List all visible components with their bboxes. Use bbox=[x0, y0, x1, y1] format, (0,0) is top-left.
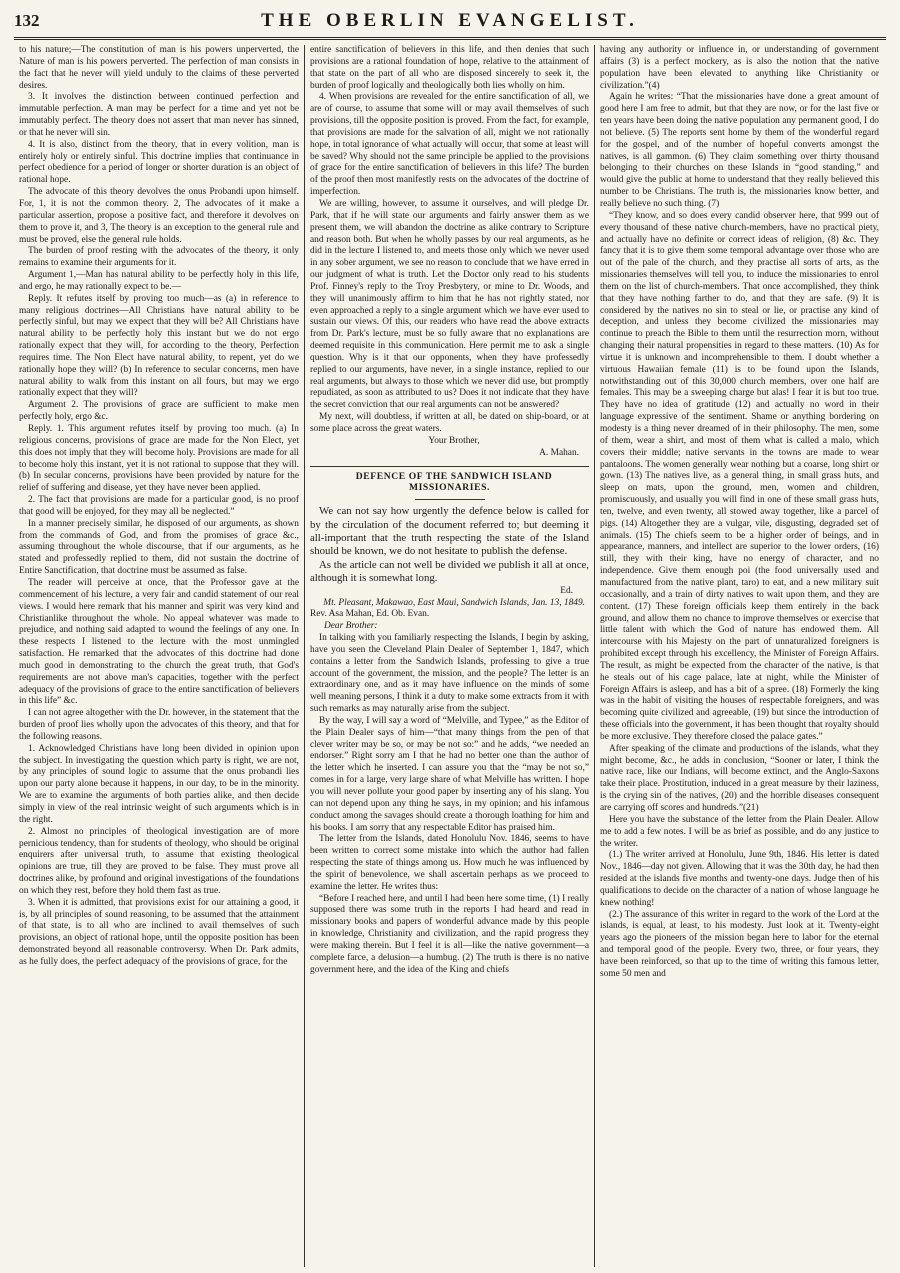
paragraph: (2.) The assurance of this writer in regard to the work of the Lord at the islands, is equal, at least, to his modesty. Just look at it. Twenty-eight years ago the pioneers of the mission began here to labor for the eternal and temporal good of the people. Every two, three, or four years, they have been reinforced, so that up to the time of writing this famous letter, some 50 men and bbox=[600, 909, 879, 979]
paragraph: The burden of proof resting with the advocates of the theory, it only remains to examine their arguments for it. bbox=[19, 246, 299, 269]
editor-signature: Ed. bbox=[560, 585, 573, 596]
letter-signature: A. Mahan. bbox=[539, 447, 579, 458]
paragraph: (1.) The writer arrived at Honolulu, June 9th, 1846. His letter is dated Nov., 1846—day not given. Allowing that it was the 30th day, he had then resided at the islands five months and twenty-one days. Judge then of his qualifications to decide on the character of a nation of whose language he knew nothing! bbox=[600, 850, 879, 908]
paragraph: 4. It is also, distinct from the theory, that in every volition, man is entirely holy or entirely sinful. This doctrine implies that continuance in perfect obedience for a period of longer or shorter duration is an object of rational hope. bbox=[19, 139, 299, 186]
paragraph: Here you have the substance of the letter from the Plain Dealer. Allow me to add a few notes. I will be as brief as possible, and do any justice to the writer. bbox=[600, 814, 879, 849]
letter-closing: Your Brother, bbox=[428, 435, 480, 446]
paragraph: Argument 1,—Man has natural ability to be perfectly holy in this life, and ergo, he may rationally expect to be.— bbox=[19, 270, 299, 292]
paragraph: 3. It involves the distinction between continued perfection and immutable perfection. A man may be perfect for a time and yet not be immutably perfect. The theory does not assert that man never has sinned, or that he never will sin. bbox=[19, 92, 299, 138]
masthead bbox=[14, 10, 886, 40]
page-number: 132 bbox=[14, 11, 40, 30]
heading-rule bbox=[415, 499, 485, 500]
paragraph: By the way, I will say a word of “Melville, and Typee,” as the Editor of the Plain Dealer says of him—“that many things from the pen of that clever writer may be so, or may be not so:” and he adds, “we needed an endorser.” Right sorry am I that he had no better one than the author of the letter which he inserted. I can assure you that the “may be not so,” comes in for a large, very large share of what Melville has written. I hope you will never pollute your good paper by inserting any of his slang. You can not depend upon any thing he says, in my opinion; and his infamous conduct among the savages should create a thorough loathing for him and his books. I am sorry that any respectable Editor has praised him. bbox=[310, 715, 589, 833]
paragraph: entire sanctification of believers in this life, and then denies that such provisions are a rational foundation of hope, relative to the attainment of that state on the part of all who are disposed sincerely to seek it, the burden of proof logically and theologically both lies wholly on him. bbox=[310, 45, 589, 91]
editor-intro: We can not say how urgently the defence below is called for by the circulation of the document referred to; but deeming it all-important that the truth respecting the state of the Island should be known, we do not hesitate to publish the defense. bbox=[310, 505, 589, 558]
paragraph: Reply. It refutes itself by proving too much—as (a) in reference to many religious doctrines—All Christians have natural ability to be perfectly sinful, but may we expect that they will be? All Christians have natural ability to be perfectly holy this instant but we do not ergo rationally expect that they will, for according to the theory, Perfection requires time. The Non Elect have natural ability, to repent, yet do we rationally hope they will? (b) In reference to secular concerns, men have natural ability to walk from this instant on all fours, but may we ergo rationally expect that they will? bbox=[19, 293, 299, 399]
paragraph: Again he writes: “That the missionaries have done a great amount of good here I am free to admit, but that they are now, or for the last five or ten years have been doing the native population any permanent good, I do not believe. (5) The reports sent home by them of the wonderful regard for the gospel, and of the number of hopeful converts amongst the natives, is all gammon. (6) They claim something over thirty thousand belonging to their churches on these Islands in “good standing,” and would give the public at home to understand that they really believed this number to be Christians. The truth is, the missionaries know better, and really believe no such thing. (7) bbox=[600, 92, 879, 209]
paragraph: “Before I reached here, and until I had been here some time, (1) I really supposed there was some truth in the reports I had heard and read in missionary books and papers of wonderful advance made by this people in knowledge, Christianity and civilization, and the rapid progress they were making therein. But I feel it is all—like the native government—a complete farce, a delusion—a humbug. (2) The truth is there is no native government here, and the idea of the King and chiefs bbox=[310, 893, 589, 975]
paragraph: Argument 2. The provisions of grace are sufficient to make men perfectly holy, ergo &c. bbox=[19, 400, 299, 423]
paragraph: My next, will doubtless, if written at all, be dated on ship-board, or at some place across the great waters. bbox=[310, 412, 589, 434]
paragraph: We are willing, however, to assume it ourselves, and will pledge Dr. Park, that if he will state our arguments and fairly answer them as we present them, we will abandon the doctrine as alike contrary to Scripture and reason both. But when he wholly passes by our real arguments, as he did in the lecture I listened to, and meets those only which we never used in any sober argument, we see no reason to conclude that we have erred in our judgment of what is truth. Let the Doctor only read to his students Prof. Finney's reply to the Troy Presbytery, or mine to Dr. Woods, and they will unanimously affirm to him that he has not rightly stated, nor even approached a reply to a single argument which we have ever used to sustain our views. Of this, our readers who have read the above extracts from Dr. Park's lecture, must be so fully aware that no explanations are deemed requisite in this communication. Here permit me to ask a single question. Why is it that our opponents, when they have professedly replied to our arguments, have never, in a single instance, replied to our real arguments, but always to those which we never did use, but promptly repudiated, as soon as attributed to us? Does it not indicate that they have the secret conviction that our real arguments can not be answered? bbox=[310, 198, 589, 411]
column-3 bbox=[594, 45, 884, 1267]
article-columns bbox=[14, 45, 886, 1267]
paragraph: having any authority or influence in, or understanding of government affairs (3) is a perfect mockery, as is also the notion that the native population have been elevated to anything like Christianity or civilization.”(4) bbox=[600, 45, 879, 91]
letter-recipient: Rev. Asa Mahan, Ed. Ob. Evan. bbox=[310, 609, 430, 620]
paragraph: The letter from the Islands, dated Honolulu Nov. 1846, seems to have been written to correct some mistake into which the author had fallen respecting the state of things among us. How much he was influenced by the spirit of benevolence, we shall ascertain perhaps as we proceed to examine the letter. He writes thus: bbox=[310, 834, 589, 892]
newspaper-title: THE OBERLIN EVANGELIST. bbox=[261, 10, 639, 31]
paragraph: “They know, and so does every candid observer here, that 999 out of every thousand of these native church-members, have no practical piety, and actually have no definite or correct ideas of religion, (8) &c. They fancy that it is to give them some temporal advantage over those who are out of the pale of the church, and they practise all sorts of arts, as the missionaries themselves will tell you, to induce the missionaries to enrol them on the list of church-members. That once accomplished, they think that they have nothing farther to do, and that they are safe. (9) It is considered by the natives no sin to steal or lie, or practise any kind of deception, and unless they become civilized the missionaries may continue to preach the Bible to them until the resurrection morn, without changing their natural propensities in regard to these matters. (10) As for virtue it is unknown and incomprehensible to them. I doubt whether a virtuous Hawaiian female (11) is to be found upon the Islands, notwithstanding out of this 30,000 church members, over one half are females. This may be a sweeping charge but alas! I fear it is but too true. They have no idea of gratitude (12) and actually no word in their language expressive of the sentiment. Shame or anything bordering on modesty is a thing never dreamed of in their philosophy. The men, some of them, wear a shirt, and most of them what is called a malo, which covers their middle; native servants in the towns are made to wear pantaloons. The women generally wear nothing but a coarse, long shirt or gown. (13) The natives live, as a general thing, in small grass huts, and sleep on mats, upon the ground, men, women and children, promiscuously, and usually you will find in one of these small grass huts, ten, twelve, and even twenty, all stowed away together, like a parcel of pigs. (14) Altogether they are a vulgar, vile, disgusting, degraded set of animals. (15) The chiefs seem to be a higher order of beings, and in appearance, manners, and intellect are superior to the lower orders, (16) still, they with their king, have no energy of character, and no independence. Give them enough poi (the food universally used and manufactured from the native plant, taro) to eat, and a new military suit occasionally, and a train of dirty natives to wait upon them, and they are content. (17) These foreign officials keep them entirely in the back ground, and allow them no chance to improve themselves or exercise that little talent with which the God of nature has endowed them. All intercourse with his Majesty on the part of unnaturalized foreigners is prohibited except through his excellency, the Minister of Foreign Affairs. The result, as might be expected from the character of the native, is that he steals out of his cage palace, late at night, while the Minister of Foreign Affairs is asleep, and has a bit of a spree. (18) Formerly the king was in the habit of visiting the houses of respectable foreigners, and was becoming quite civilized and agreeable, (19) but since the introduction of these officials into the government, it has been thought that royalty should be more exclusive. They therefore closed the palace gates.” bbox=[600, 210, 879, 742]
paragraph: 4. When provisions are revealed for the entire sanctification of all, we are of course, to assume that some will or may avail themselves of such provisions, till the opposite position is proved. From the fact, for example, that provisions are made for the salvation of all, might we not rationally hope, in total ignorance of what actually will occur, that some at least will be saved? Why should not the same principle be applied to the provisions of grace for the entire sanctification of believers in this life? The burden of the proof then most manifestly rests on the advocates of the doctrine of imperfection. bbox=[310, 92, 589, 198]
paragraph: In talking with you familiarly respecting the Islands, I begin by asking, have you seen the Cleveland Plain Dealer of September 1, 1847, which contains a letter from the Sandwich Islands, professing to give a true account of the government, the mission, and the people? The letter is an extraordinary one, and as it may have influence on the minds of some well meaning persons, I think it a duty to make some extracts from it with such remarks as may naturally arise from the subject. bbox=[310, 633, 589, 715]
column-2 bbox=[304, 45, 594, 1267]
paragraph: 2. Almost no principles of theological investigation are of more pernicious tendency, than for students of theology, who should be original enquirers after universal truth, to assume that existing theological opinions are true, till they are proved to be false. They must prove all doctrines alike, by profound and original investigations of the foundations on which they rest, before they hold them fast as true. bbox=[19, 826, 299, 896]
paragraph: After speaking of the climate and productions of the islands, what they might become, &c., he adds in conclusion, “Sooner or later, I think the native race, like our Indians, will become extinct, and the Anglo-Saxons take their place. Prostitution, induced in a great measure by their laziness, is the crying sin of the natives, (20) and the horrible diseases consequent are carrying off scores and hundreds.”(21) bbox=[600, 743, 879, 813]
paragraph: The reader will perceive at once, that the Professor gave at the commencement of his lecture, a very fair and candid statement of our real views. I would here remark that his manner and spirit was very kind and Christianlike throughout the whole. No appeal whatever was made to prejudice, and nothing said adapted to wound the feelings of any one. In these respects I listened to the lecture with the most unmingled satisfaction. He remarked that the advocates of this doctrine had done much good in demonstrating to the church the great truth, that God's requirements are not above man's capacities, together with the perfect adequacy of the provisions of grace to the entire sanctification of believers in this life” &c. bbox=[19, 577, 299, 707]
editor-note: As the article can not well be divided we publish it all at once, although it is somewhat long. bbox=[310, 558, 589, 585]
paragraph: 1. Acknowledged Christians have long been divided in opinion upon the subject. In investigating the question which party is right, we are not, by any principles of sound logic to assume that the onus probandi lies upon our party alone because it happens, in our day, to be in the minority. We are to examine the arguments of both parties alike, and then decide simply in view of the real intrinsic weight of such arguments which is in the right. bbox=[19, 743, 299, 825]
paragraph: to his nature;—The constitution of man is his powers unperverted, the Nature of man is his powers perverted. The perfection of man consists in the fact that he never will yield unduly to the claims of these perverted desires. bbox=[19, 45, 299, 91]
paragraph: I can not agree altogether with the Dr. however, in the statement that the burden of proof lies wholly upon the advocates of this theory, and that for the following reasons. bbox=[19, 708, 299, 742]
paragraph: In a manner precisely similar, he disposed of our arguments, as shown from the commands of God, and from the promises of grace &c., assuming throughout the whole discourse, that if our arguments, as he stated and professedly replied to them, did not sustain the doctrine of Entire Sanctification, that doctrine must be assumed as false. bbox=[19, 518, 299, 577]
column-1 bbox=[14, 45, 304, 1267]
paragraph: Reply. 1. This argument refutes itself by proving too much. (a) In religious concerns, provisions of grace are made for the Non Elect, yet this does not imply that they will become holy. Provisions are made for all to become holy this instant, yet it is not rational to suppose that they will. (b) In secular concerns, provisions have been provided by nature for the relief of suffering and disease, yet they have never been applied. bbox=[19, 424, 299, 494]
section-heading: DEFENCE OF THE SANDWICH ISLAND MISSIONARIES. bbox=[355, 470, 553, 494]
paragraph: 2. The fact that provisions are made for a particular good, is no proof that good will be enjoyed, for they may all be neglected.” bbox=[19, 495, 299, 517]
letter-dateline: Mt. Pleasant, Makawao, East Maui, Sandwich Islands, Jan. 13, 1849. bbox=[323, 597, 585, 608]
paragraph: 3. When it is admitted, that provisions exist for our attaining a good, it is, by all principles of sound reasoning, to be assumed that the attainment of that state, is to all who are inclined to avail themselves of such provisions, an object of rational hope, until the opposite position has been demonstrated beyond all reasonable controversy. When Dr. Park admits, as he fully does, the perfect adequacy of the provisions of grace, for the bbox=[19, 897, 299, 967]
letter-salutation: Dear Brother: bbox=[324, 621, 378, 632]
paragraph: The advocate of this theory devolves the onus Probandi upon himself. For, 1, it is not the common theory. 2, The advocates of it make a particular assertion, propose a positive fact, and therefore it devolves on them to prove it, and 3, The theory is an exception to the general rule and must be proved, else the general rule holds. bbox=[19, 187, 299, 245]
section-divider bbox=[310, 466, 589, 467]
